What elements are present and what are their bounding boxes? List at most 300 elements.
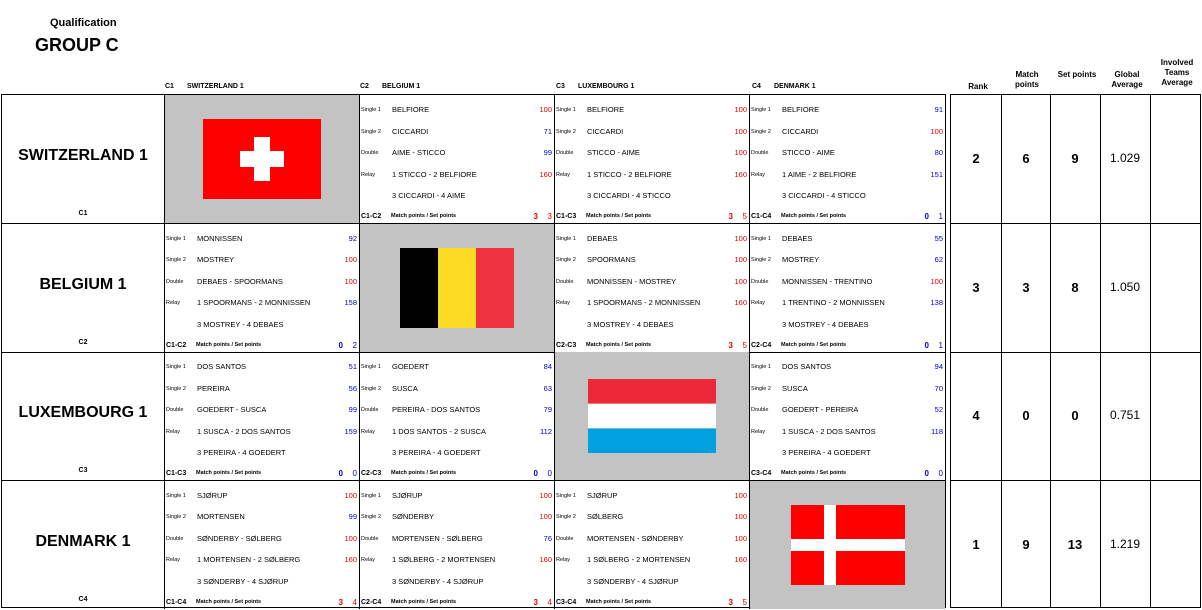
set-points-value: 1 [938,212,943,221]
match-cell [360,95,555,223]
match-score: 55 [934,233,943,243]
player-names: CICCARDI [392,126,429,136]
match-cell [165,481,360,609]
team-name: LUXEMBOURG 1 [18,404,148,421]
column-code: C2 [360,83,369,90]
set-points-value: 5 [742,340,747,350]
footer-label: Match points / Set points [781,341,847,348]
player-names: PEREIRA [197,383,230,393]
match-score: 151 [930,169,943,179]
match-score: 100 [734,490,747,500]
match-type: Single 1 [166,492,186,499]
player-names: MOSTREY [782,255,820,264]
player-names: GOEDERT [392,362,429,371]
switzerland-flag [203,119,321,199]
match-row [165,404,359,416]
match-points-value: 0 [924,340,929,350]
match-score: 62 [934,255,943,264]
match-points-value: 3 [728,597,733,607]
player-names: 3 SØNDERBY - 4 SJØRUP [392,576,484,586]
player-names: 3 PEREIRA - 4 GOEDERT [197,448,286,457]
match-type: Single 2 [556,514,576,520]
involved-teams-average-header: Involved Teams Average [1160,58,1194,87]
match-score: 100 [734,105,747,114]
standings-panel [950,94,1201,608]
player-names: MORTENSEN [197,512,245,521]
player-names: 1 SPOORMANS - 2 MONNISSEN [587,298,701,307]
match-points-value: 3 [533,212,538,221]
column-divider [1050,95,1051,607]
match-points-total: 6 [1022,151,1030,167]
match-row [360,490,554,502]
match-score: 100 [734,512,747,521]
match-score: 100 [930,126,943,136]
player-names: 1 TRENTINO - 2 MONNISSEN [782,298,885,307]
match-type: Single 1 [361,107,381,113]
match-row [165,319,359,331]
player-names: 3 CICCARDI - 4 AIME [392,191,466,200]
column-divider [1100,95,1101,607]
match-row [750,361,945,373]
match-type: Relay [751,428,766,435]
match-row [555,297,749,309]
match-type: Single 2 [361,385,381,392]
footer-label: Match points / Set points [586,213,652,219]
match-type: Double [556,150,574,156]
player-names: 3 CICCARDI - 4 STICCO [782,191,866,200]
player-names: MORTENSEN - SØNDERBY [587,533,684,543]
match-type: Relay [556,300,571,306]
player-names: 1 SPOORMANS - 2 MONNISSEN [197,298,311,307]
matchup-code: C3-C4 [751,470,772,477]
match-cell [555,95,750,223]
set-points-value: 2 [352,340,357,350]
match-row [555,319,749,331]
match-type: Relay [361,171,376,178]
match-row [165,490,359,502]
match-score: 138 [930,298,943,307]
set-points-total: 13 [1067,536,1083,552]
match-score: 112 [540,426,552,436]
player-names: 3 MOSTREY - 4 DEBAES [197,319,284,329]
match-type: Double [361,535,379,542]
match-type: Single 1 [556,107,576,113]
match-score: 158 [344,298,357,307]
rank-value: 3 [972,279,980,295]
column-code: C4 [752,83,761,90]
match-score: 160 [539,169,552,179]
match-row [555,104,749,116]
match-type: Single 2 [556,257,576,263]
column-code: C3 [556,83,565,90]
cell-footer [360,597,554,608]
match-type: Single 2 [166,385,186,392]
match-score: 56 [348,383,357,393]
player-names: GOEDERT - SUSCA [197,405,267,414]
match-type: Relay [166,557,181,563]
player-names: 1 SUSCA - 2 DOS SANTOS [782,426,876,436]
match-row [360,511,554,523]
set-points-value: 3 [547,212,552,221]
match-type: Relay [556,171,571,178]
cell-footer [555,597,749,608]
match-row [360,190,554,202]
match-cell [750,95,945,223]
match-type: Relay [361,557,376,563]
match-points-value: 0 [924,469,929,478]
match-score: 100 [734,126,747,136]
match-row [360,126,554,138]
player-names: MOSTREY [197,255,235,264]
match-type: Relay [361,428,376,435]
team-name: DENMARK 1 [35,532,131,550]
match-type: Single 2 [751,385,771,392]
player-names: MONNISSEN [197,233,243,243]
match-score: 160 [734,169,747,179]
player-names: DEBAES [782,233,813,243]
match-points-value: 3 [728,340,733,350]
matchup-code: C2-C4 [751,341,772,349]
player-names: STICCO - AIME [782,148,835,157]
player-names: SØNDERBY - SØLBERG [197,533,282,543]
match-type: Double [361,150,379,156]
footer-label: Match points / Set points [586,341,652,348]
match-score: 79 [543,405,552,414]
player-names: 3 MOSTREY - 4 DEBAES [587,319,674,329]
match-type: Single 2 [166,257,186,263]
match-cell [750,224,945,352]
match-row [360,447,554,459]
set-points-value: 5 [742,597,747,607]
match-row [360,426,554,438]
footer-label: Match points / Set points [196,341,262,348]
team-code: C3 [78,467,88,474]
player-names: SUSCA [782,383,808,393]
match-type: Relay [166,300,181,306]
match-row [750,383,945,395]
set-points-total: 9 [1071,151,1079,167]
match-type: Single 1 [166,235,186,242]
match-row [555,533,749,545]
player-names: GOEDERT - PEREIRA [782,405,859,414]
match-score: 99 [348,405,357,414]
match-score: 100 [344,490,357,500]
team-cell [2,224,165,352]
match-row [165,361,359,373]
cell-footer [360,468,554,479]
match-row [360,554,554,566]
match-row [165,511,359,523]
match-row [555,554,749,566]
match-score: 160 [734,555,747,564]
match-row [555,169,749,181]
flag-cell [750,481,945,609]
match-points-total: 3 [1022,279,1030,295]
match-row [360,533,554,545]
match-points-value: 0 [924,212,929,221]
player-names: PEREIRA - DOS SANTOS [392,405,481,414]
match-score: 99 [543,148,552,157]
match-row [165,426,359,438]
match-score: 84 [543,362,552,371]
cell-footer [165,597,359,608]
match-score: 118 [931,426,943,436]
matchup-code: C1-C2 [361,213,382,220]
column-header-c4 [752,83,816,90]
match-row [360,361,554,373]
match-score: 91 [934,105,943,114]
match-score: 100 [734,533,747,543]
match-row [165,297,359,309]
match-score: 94 [934,362,943,371]
global-average-value: 1.050 [1109,279,1141,294]
match-row [750,169,945,181]
cell-footer [750,211,945,222]
player-names: MONNISSEN - MOSTREY [587,276,677,286]
match-row [165,533,359,545]
match-cell [165,224,360,352]
player-names: SJØRUP [392,490,423,500]
player-names: 3 SØNDERBY - 4 SJØRUP [587,576,679,586]
player-names: SØNDERBY [392,512,435,521]
match-row [555,276,749,288]
cell-footer [750,340,945,351]
team-name: BELGIUM 1 [39,275,127,293]
match-row [750,319,945,331]
match-row [165,276,359,288]
match-type: Single 1 [361,492,381,499]
column-name: BELGIUM 1 [382,83,421,90]
player-names: 1 SØLBERG - 2 MORTENSEN [392,555,496,564]
match-row [750,426,945,438]
player-names: DEBAES [587,233,618,243]
match-score: 100 [344,255,357,264]
cell-footer [750,468,945,479]
match-score: 51 [348,362,357,371]
match-score: 71 [543,126,552,136]
match-score: 100 [930,276,943,286]
column-header-c2 [360,83,420,90]
match-points-total: 0 [1022,408,1030,424]
match-row [555,490,749,502]
match-points-value: 3 [338,597,343,607]
match-points-value: 3 [533,597,538,607]
match-score: 76 [543,533,552,543]
match-type: Single 1 [166,364,186,370]
match-score: 100 [734,233,747,243]
rank-value: 2 [972,151,980,167]
match-row [750,276,945,288]
match-type: Double [166,535,184,542]
match-row [165,383,359,395]
match-type: Double [751,407,769,413]
rank-value: 1 [972,536,980,552]
match-type: Single 2 [556,128,576,135]
matchup-code: C1-C3 [166,470,187,477]
player-names: MONNISSEN - TRENTINO [782,276,873,286]
cell-footer [360,211,554,222]
player-names: BELFIORE [587,105,625,114]
match-score: 100 [539,105,552,114]
footer-label: Match points / Set points [196,598,262,605]
column-divider [1001,95,1002,607]
match-row [750,297,945,309]
match-type: Relay [751,171,766,178]
player-names: DOS SANTOS [197,362,247,371]
player-names: 1 SØLBERG - 2 MORTENSEN [587,555,691,564]
cell-footer [555,211,749,222]
match-row [555,126,749,138]
match-row [165,576,359,588]
match-row [555,190,749,202]
player-names: BELFIORE [782,105,820,114]
footer-label: Match points / Set points [781,470,847,476]
team-code: C2 [78,338,88,346]
match-points-value: 0 [338,469,343,478]
player-names: SØLBERG [587,512,624,521]
match-row [165,554,359,566]
match-cell [555,224,750,352]
match-score: 160 [539,555,552,564]
cell-footer [165,468,359,479]
player-names: SUSCA [392,383,418,393]
match-row [750,190,945,202]
match-type: Double [166,407,184,413]
player-names: AIME - STICCO [392,148,446,157]
column-divider [1150,95,1151,607]
match-row [165,254,359,266]
rank-value: 4 [972,408,980,424]
global-average-header: Global Average [1111,70,1143,89]
player-names: 1 STICCO - 2 BELFIORE [392,169,477,179]
match-type: Single 1 [556,492,576,499]
team-name: SWITZERLAND 1 [18,147,148,164]
player-names: STICCO - AIME [587,148,640,157]
matchup-code: C1-C2 [166,341,187,349]
match-row [750,147,945,159]
set-points-value: 4 [547,597,552,607]
match-type: Double [556,535,574,542]
column-name: LUXEMBOURG 1 [578,83,635,90]
match-points-value: 3 [728,212,733,221]
match-row [555,147,749,159]
match-row [360,576,554,588]
match-cell [360,481,555,609]
footer-label: Match points / Set points [391,470,457,476]
match-cell [165,352,360,480]
match-score: 160 [734,298,747,307]
match-points-value: 0 [338,340,343,350]
matchup-code: C1-C4 [166,598,187,606]
global-average-value: 1.029 [1109,151,1141,166]
match-score: 52 [934,405,943,414]
match-row [360,404,554,416]
set-points-header: Set points [1057,70,1097,79]
luxembourg-flag [588,379,716,453]
player-names: SJØRUP [197,490,228,500]
match-row [165,233,359,245]
column-name: DENMARK 1 [774,83,816,90]
match-type: Relay [751,300,766,306]
match-row [750,447,945,459]
page-subtitle: Qualification [50,17,117,29]
match-row [555,511,749,523]
matchup-code: C2-C3 [361,470,382,477]
set-points-value: 0 [352,469,357,478]
player-names: 3 PEREIRA - 4 GOEDERT [392,448,481,457]
cell-footer [165,340,359,351]
player-names: 3 SØNDERBY - 4 SJØRUP [197,576,289,586]
row-divider [951,352,1200,353]
match-row [360,383,554,395]
match-score: 70 [934,383,943,393]
match-type: Single 2 [361,514,381,520]
column-header-c1 [165,83,244,90]
match-type: Double [166,278,184,285]
match-score: 100 [344,533,357,543]
match-row [360,104,554,116]
player-names: MORTENSEN - SØLBERG [392,533,483,543]
column-code: C1 [165,83,174,90]
match-type: Single 1 [751,364,771,370]
set-points-value: 5 [742,212,747,221]
match-cell [555,481,750,609]
match-type: Single 1 [751,107,771,113]
match-score: 100 [344,276,357,286]
set-points-total: 8 [1071,279,1079,295]
set-points-total: 0 [1071,408,1079,424]
match-row [750,254,945,266]
flag-cell [555,352,750,480]
player-names: 1 STICCO - 2 BELFIORE [587,169,672,179]
footer-label: Match points / Set points [196,470,262,476]
player-names: CICCARDI [587,126,624,136]
match-score: 100 [539,512,552,521]
footer-label: Match points / Set points [391,213,457,219]
matchup-code: C2-C3 [556,341,577,349]
match-type: Single 2 [166,514,186,520]
player-names: 3 MOSTREY - 4 DEBAES [782,319,869,329]
player-names: 1 AIME - 2 BELFIORE [782,169,857,179]
match-points-header: Match points [1015,70,1039,89]
team-cell [2,481,165,609]
match-score: 100 [734,255,747,264]
player-names: SJØRUP [587,490,618,500]
player-names: 1 DOS SANTOS - 2 SUSCA [392,426,487,436]
match-type: Single 2 [751,128,771,135]
set-points-value: 0 [547,469,552,478]
match-row [360,147,554,159]
match-type: Double [751,278,769,285]
match-type: Single 2 [751,257,771,263]
rank-header: Rank [968,82,988,91]
match-score: 100 [734,276,747,286]
match-score: 92 [348,233,357,243]
match-type: Relay [166,428,181,435]
match-score: 160 [344,555,357,564]
matchup-code: C1-C4 [751,213,772,220]
match-type: Single 2 [361,128,381,135]
row-divider [951,223,1200,224]
results-matrix [1,94,946,608]
match-score: 100 [539,490,552,500]
footer-label: Match points / Set points [781,213,847,219]
player-names: DOS SANTOS [782,362,832,371]
match-score: 159 [344,426,357,436]
player-names: BELFIORE [392,105,430,114]
match-type: Double [361,407,379,413]
footer-label: Match points / Set points [391,598,457,605]
